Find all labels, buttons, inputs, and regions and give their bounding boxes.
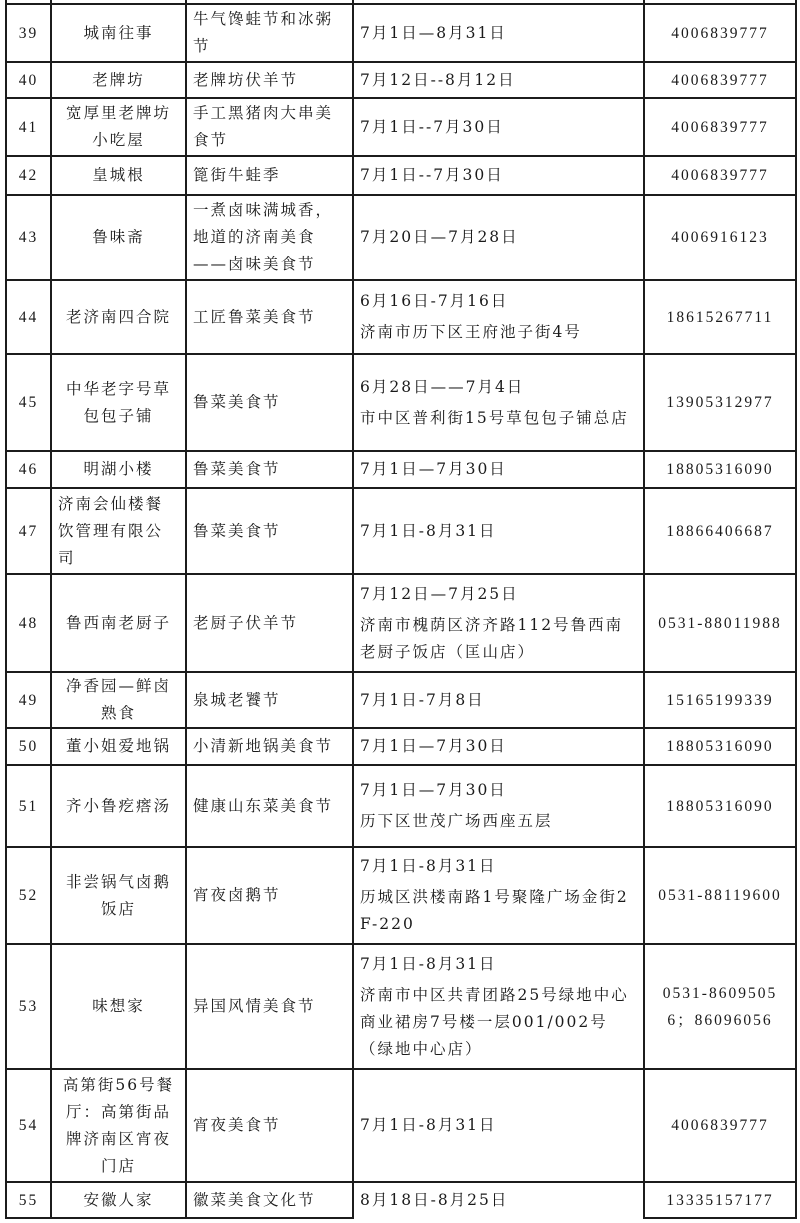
row-number: 54 <box>6 1069 51 1182</box>
contact-phone: 18805316090 <box>644 765 796 847</box>
event-name: 一煮卤味满城香，地道的济南美食——卤味美食节 <box>186 195 353 280</box>
row-number: 42 <box>6 156 51 195</box>
event-address: 市中区普利街15号草包包子铺总店 <box>360 408 629 427</box>
event-name: 鲁菜美食节 <box>186 451 353 488</box>
contact-phone: 18805316090 <box>644 728 796 765</box>
table-row <box>6 354 796 451</box>
merchant-name: 宽厚里老牌坊小吃屋 <box>51 98 186 156</box>
table-row <box>6 574 796 672</box>
event-date: 8月18日-8月25日 <box>360 1191 509 1209</box>
event-date: 6月16日-7月16日 <box>360 292 509 310</box>
merchant-name: 董小姐爱地锅 <box>51 728 186 765</box>
event-date-cell <box>353 451 644 488</box>
table-row <box>6 488 796 574</box>
document-page <box>5 0 795 1219</box>
event-address: 历下区世茂广场西座五层 <box>360 812 553 830</box>
merchant-name: 鲁西南老厨子 <box>51 574 186 672</box>
event-address: 济南市槐荫区济齐路112号鲁西南老厨子饭店（匡山店） <box>360 615 624 661</box>
event-name: 泉城老饕节 <box>186 672 353 728</box>
contact-phone: 0531-86095056；86096056 <box>644 944 796 1069</box>
event-date: 7月1日—7月30日 <box>360 460 507 478</box>
event-date: 7月12日--8月12日 <box>360 70 516 89</box>
row-number: 40 <box>6 62 51 98</box>
event-name: 宵夜卤鹅节 <box>186 847 353 944</box>
table-row <box>6 672 796 728</box>
merchant-name: 济南会仙楼餐饮管理有限公司 <box>51 488 186 574</box>
table-row <box>6 847 796 944</box>
contact-phone: 0531-88011988 <box>644 574 796 672</box>
row-number: 46 <box>6 451 51 488</box>
event-name: 老厨子伏羊节 <box>186 574 353 672</box>
row-number: 52 <box>6 847 51 944</box>
contact-phone: 18805316090 <box>644 451 796 488</box>
event-date: 7月1日-8月31日 <box>360 1116 497 1134</box>
row-number: 50 <box>6 728 51 765</box>
event-date-cell <box>353 488 644 574</box>
contact-phone: 4006839777 <box>644 1069 796 1182</box>
event-name: 牛气馋蛙节和冰粥节 <box>186 4 353 62</box>
table-row <box>6 1182 796 1218</box>
event-date: 6月28日——7月4日 <box>360 377 525 396</box>
row-number: 49 <box>6 672 51 728</box>
contact-phone: 4006916123 <box>644 195 796 280</box>
event-name: 小清新地锅美食节 <box>186 728 353 765</box>
event-name: 鲁菜美食节 <box>186 354 353 451</box>
event-name: 宵夜美食节 <box>186 1069 353 1182</box>
table-row <box>6 4 796 62</box>
festival-table <box>5 0 797 1219</box>
event-date: 7月1日-8月31日 <box>360 857 497 875</box>
event-date-cell <box>353 574 644 672</box>
contact-phone: 4006839777 <box>644 62 796 98</box>
table-row <box>6 62 796 98</box>
event-date: 7月1日--7月30日 <box>360 117 504 136</box>
event-name: 工匠鲁菜美食节 <box>186 280 353 354</box>
table-row <box>6 451 796 488</box>
merchant-name: 高第街56号餐厅：高第街品牌济南区宵夜门店 <box>51 1069 186 1182</box>
merchant-name: 鲁味斋 <box>51 195 186 280</box>
contact-phone: 4006839777 <box>644 4 796 62</box>
row-number: 43 <box>6 195 51 280</box>
merchant-name: 城南往事 <box>51 4 186 62</box>
event-date: 7月20日—7月28日 <box>360 228 519 246</box>
row-number: 39 <box>6 4 51 62</box>
merchant-name: 非尝锅气卤鹅饭店 <box>51 847 186 944</box>
table-row <box>6 765 796 847</box>
table-row <box>6 195 796 280</box>
table-row <box>6 98 796 156</box>
event-date-cell <box>353 280 644 354</box>
event-date-cell <box>353 98 644 156</box>
event-date-cell <box>353 1069 644 1182</box>
event-address: 济南市中区共青团路25号绿地中心商业裙房7号楼一层001/002号（绿地中心店） <box>360 985 629 1058</box>
contact-phone: 18866406687 <box>644 488 796 574</box>
contact-phone: 4006839777 <box>644 156 796 195</box>
event-name: 篦街牛蛙季 <box>186 156 353 195</box>
event-date-cell <box>353 672 644 728</box>
table-row <box>6 1069 796 1182</box>
row-number: 53 <box>6 944 51 1069</box>
event-date-cell <box>353 1182 644 1218</box>
merchant-name: 味想家 <box>51 944 186 1069</box>
event-date-cell <box>353 156 644 195</box>
event-date: 7月1日-8月31日 <box>360 521 497 540</box>
event-date-cell <box>353 728 644 765</box>
contact-phone: 13905312977 <box>644 354 796 451</box>
contact-phone: 0531-88119600 <box>644 847 796 944</box>
row-number: 41 <box>6 98 51 156</box>
row-number: 48 <box>6 574 51 672</box>
merchant-name: 明湖小楼 <box>51 451 186 488</box>
event-date: 7月12日—7月25日 <box>360 584 519 603</box>
event-date: 7月1日--7月30日 <box>360 166 504 184</box>
merchant-name: 皇城根 <box>51 156 186 195</box>
table-row <box>6 728 796 765</box>
row-number: 45 <box>6 354 51 451</box>
contact-phone: 13335157177 <box>644 1182 796 1218</box>
event-address: 历城区洪楼南路1号聚隆广场金街2F-220 <box>360 888 629 933</box>
event-name: 老牌坊伏羊节 <box>186 62 353 98</box>
table-row <box>6 944 796 1069</box>
event-name: 手工黑猪肉大串美食节 <box>186 98 353 156</box>
event-name: 徽菜美食文化节 <box>186 1182 353 1218</box>
event-address: 济南市历下区王府池子街4号 <box>360 323 582 341</box>
merchant-name: 老济南四合院 <box>51 280 186 354</box>
event-name: 异国风情美食节 <box>186 944 353 1069</box>
event-date-cell <box>353 195 644 280</box>
row-number: 51 <box>6 765 51 847</box>
merchant-name: 安徽人家 <box>51 1182 186 1218</box>
merchant-name: 中华老字号草包包子铺 <box>51 354 186 451</box>
row-number: 47 <box>6 488 51 574</box>
event-date: 7月1日-7月8日 <box>360 690 485 709</box>
event-date-cell <box>353 765 644 847</box>
event-date-cell <box>353 4 644 62</box>
event-date: 7月1日—8月31日 <box>360 23 507 42</box>
event-date-cell <box>353 847 644 944</box>
event-date-cell <box>353 944 644 1069</box>
event-date-cell <box>353 354 644 451</box>
table-row <box>6 156 796 195</box>
event-date-cell <box>353 62 644 98</box>
table-row <box>6 280 796 354</box>
merchant-name: 老牌坊 <box>51 62 186 98</box>
contact-phone: 4006839777 <box>644 98 796 156</box>
event-name: 健康山东菜美食节 <box>186 765 353 847</box>
contact-phone: 15165199339 <box>644 672 796 728</box>
contact-phone: 18615267711 <box>644 280 796 354</box>
event-date: 7月1日—7月30日 <box>360 737 507 755</box>
merchant-name: 净香园—鲜卤熟食 <box>51 672 186 728</box>
row-number: 55 <box>6 1182 51 1218</box>
event-date: 7月1日-8月31日 <box>360 954 497 973</box>
merchant-name: 齐小鲁疙瘩汤 <box>51 765 186 847</box>
row-number: 44 <box>6 280 51 354</box>
event-name: 鲁菜美食节 <box>186 488 353 574</box>
event-date: 7月1日—7月30日 <box>360 781 507 799</box>
